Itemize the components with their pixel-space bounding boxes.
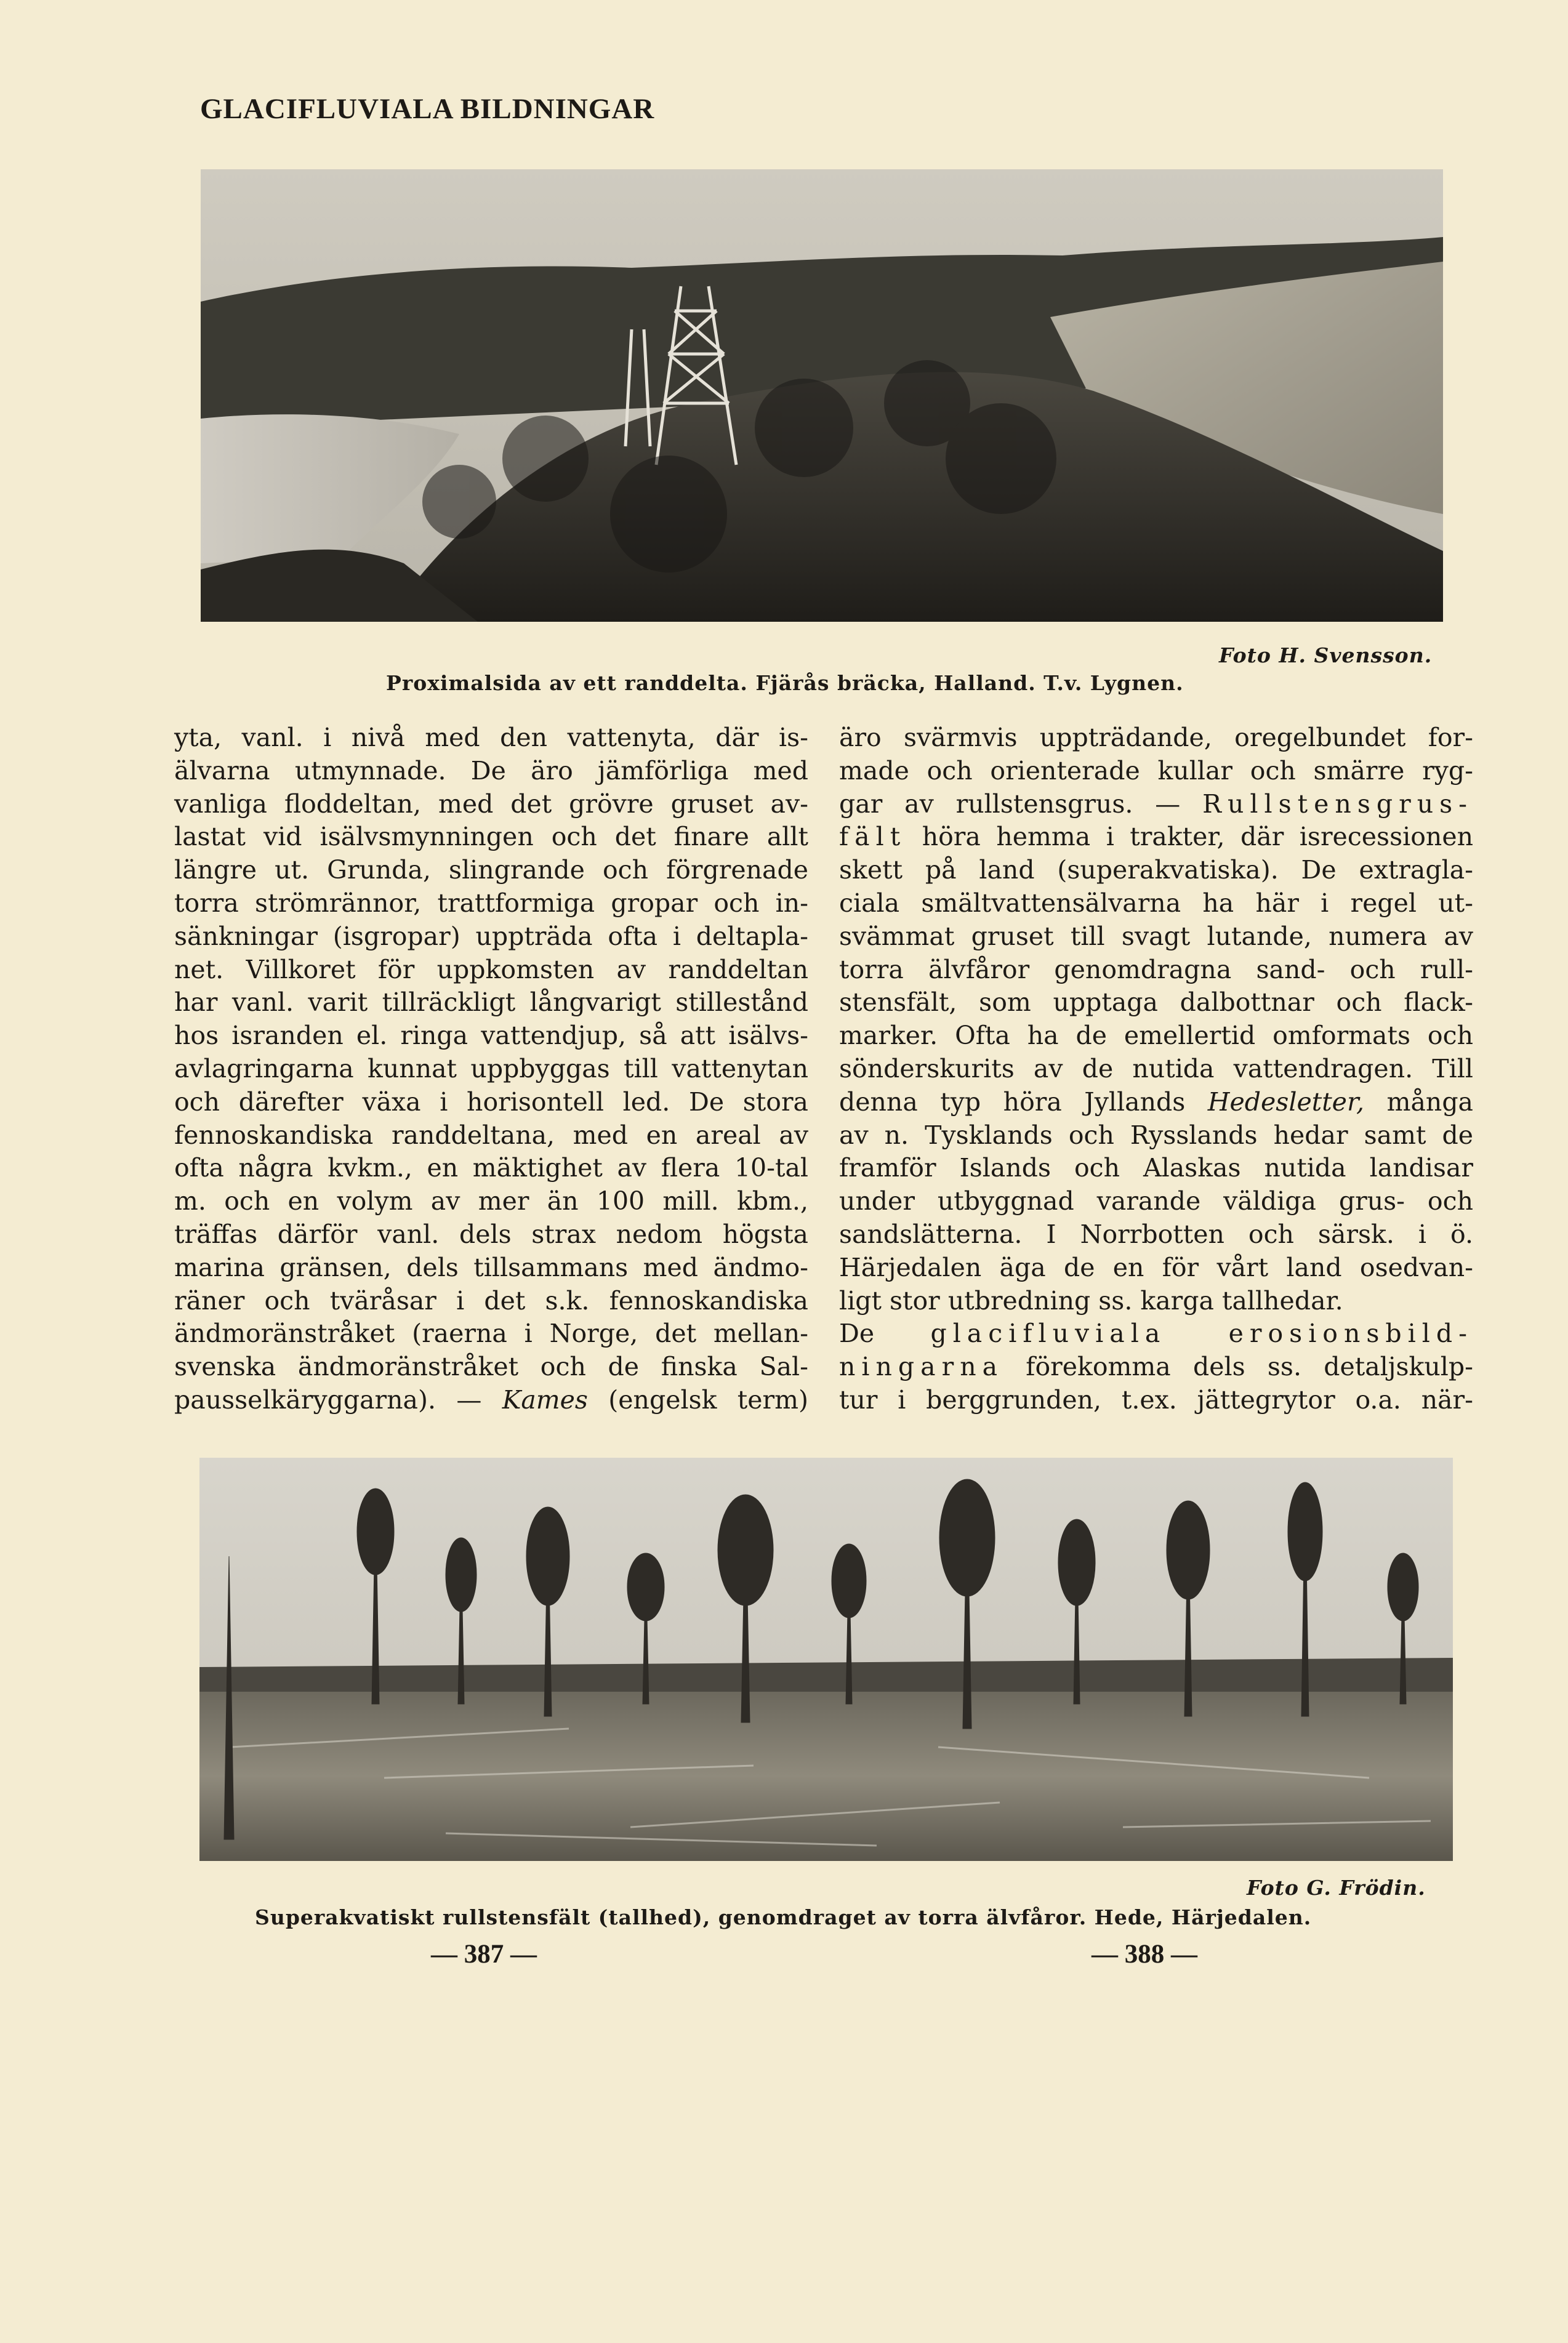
text-line: m. och en volym av mer än 100 mill. kbm., (174, 1186, 808, 1216)
text-line: ändmoränstråket (raerna i Norge, det mellan- (174, 1319, 808, 1349)
text-run: denna typ höra Jyllands (839, 1087, 1208, 1117)
tallhed-photo-graphic (199, 1458, 1453, 1861)
text-line: torra strömrännor, trattformiga gropar och in- (174, 888, 808, 918)
text-run: förekomma dels ss. detaljskulp- (1003, 1352, 1473, 1382)
text-run: höra hemma i trakter, där isrecessionen (906, 822, 1473, 852)
text-line (839, 1317, 1473, 1351)
term-kames: Kames (502, 1385, 588, 1415)
text-line: under utbyggnad varande väldiga grus- och (839, 1186, 1473, 1216)
text-run: De (839, 1319, 931, 1349)
text-column-right (839, 721, 1473, 1417)
text-line (839, 821, 1473, 854)
text-line: älvarna utmynnade. De äro jämförliga med (174, 755, 808, 786)
text-line: yta, vanl. i nivå med den vattenyta, där is- (174, 723, 808, 752)
photo-credit-bottom: Foto G. Frödin. (1247, 1876, 1426, 1900)
text-line (839, 1086, 1473, 1119)
text-run: många (1364, 1087, 1474, 1117)
text-line: svenska ändmoränstråket och de finska Sal- (174, 1352, 808, 1382)
text-line: och därefter växa i horisontell led. De stora (174, 1087, 808, 1117)
term-falt: fält (839, 822, 907, 852)
text-line: ligt stor utbredning ss. karga tallhedar. (839, 1285, 1343, 1316)
term-glacifluviala: glacifluviala erosionsbild- (930, 1319, 1474, 1349)
text-line: tur i berggrunden, t.ex. jättegrytor o.a. när- (839, 1385, 1473, 1415)
text-line: vanliga floddeltan, med det grövre gruset av- (174, 789, 808, 819)
text-line: fennoskandiska randdeltana, med en areal av (174, 1120, 808, 1150)
text-line: lastat vid isälvsmynningen och det finare allt (174, 822, 808, 852)
text-line: svämmat gruset till svagt lutande, numera av (839, 921, 1473, 951)
text-line: avlagringarna kunnat uppbyggas till vattenytan (174, 1053, 808, 1083)
text-run: (engelsk term) (587, 1385, 808, 1415)
text-line: längre ut. Grunda, slingrande och förgrenade (174, 855, 808, 885)
text-line: äro svärmvis uppträdande, oregelbundet for- (839, 723, 1473, 752)
text-line: ofta några kvkm., en mäktighet av flera 10-tal (174, 1153, 808, 1183)
text-line: hos isranden el. ringa vattendjup, så att isälvs- (174, 1021, 808, 1051)
photo-credit-top: Foto H. Svensson. (1219, 643, 1433, 667)
photo-caption-top: Proximalsida av ett randdelta. Fjärås bräcka, Halland. T.v. Lygnen. (386, 671, 1184, 695)
text-line: träffas därför vanl. dels strax nedom högsta (174, 1219, 808, 1249)
text-run: pausselkäryggarna). — (174, 1385, 502, 1415)
text-line: av n. Tysklands och Rysslands hedar samt de (839, 1120, 1473, 1150)
text-line: stensfält, som upptaga dalbottnar och flack- (839, 987, 1473, 1018)
text-line: framför Islands och Alaskas nutida landisar (839, 1153, 1473, 1183)
text-line: sänkningar (isgropar) uppträda ofta i deltapla- (174, 921, 808, 951)
text-column-left (174, 721, 808, 1417)
term-hedesletter: Hedesletter, (1207, 1087, 1365, 1117)
text-run: gar av rullstensgrus. — (839, 789, 1203, 819)
text-line: marker. Ofta ha de emellertid omformats och (839, 1021, 1473, 1051)
text-line: skett på land (superakvatiska). De extragla- (839, 855, 1473, 885)
text-line (839, 1351, 1473, 1384)
text-line: made och orienterade kullar och smärre ryg- (839, 755, 1473, 786)
text-line: sönderskurits av de nutida vattendragen. Till (839, 1053, 1473, 1083)
text-line (839, 788, 1473, 821)
randdelta-photo-graphic (201, 169, 1443, 622)
randdelta-photo (201, 169, 1443, 622)
text-line: marina gränsen, dels tillsammans med ändmo- (174, 1252, 808, 1282)
text-line: sandslätterna. I Norrbotten och särsk. i ö. (839, 1219, 1473, 1249)
text-line: har vanl. varit tillräckligt långvarigt stillestånd (174, 987, 808, 1018)
page-number-left: — 387 — (431, 1940, 537, 1969)
running-head: GLACIFLUVIALA BILDNINGAR (200, 93, 655, 125)
term-rullstensgrusfalt: Rullstensgrus- (1202, 789, 1473, 819)
text-line: Härjedalen äga de en för vårt land osedvan- (839, 1252, 1473, 1282)
photo-caption-bottom: Superakvatiskt rullstensfält (tallhed), genomdraget av torra älvfåror. Hede, Härjedalen. (255, 1905, 1312, 1929)
text-line (174, 1384, 808, 1417)
text-line: net. Villkoret för uppkomsten av randdeltan (174, 954, 808, 984)
tallhed-photo (199, 1458, 1453, 1861)
text-line: torra älvfåror genomdragna sand- och rull- (839, 954, 1473, 984)
text-line: ciala smältvattensälvarna ha här i regel ut- (839, 888, 1473, 918)
text-line: räner och tväråsar i det s.k. fennoskandiska (174, 1285, 808, 1316)
page-number-right: — 388 — (1092, 1940, 1197, 1969)
term-ningarna: ningarna (839, 1352, 1004, 1382)
